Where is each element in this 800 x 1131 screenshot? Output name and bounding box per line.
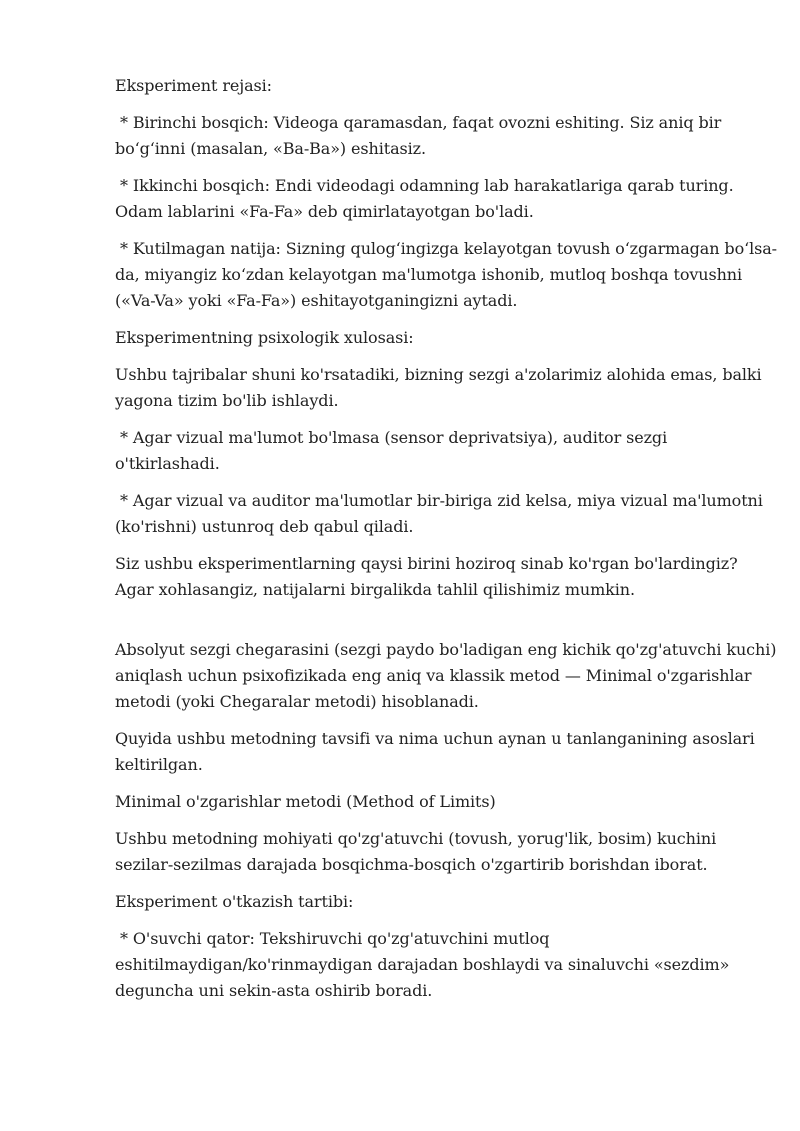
paragraph-heading-line [115, 325, 750, 351]
paragraph-bullet [115, 488, 763, 540]
paragraph-body [115, 726, 755, 778]
paragraph-bullet [115, 110, 750, 162]
text-line: Eksperiment rejasi: [115, 76, 272, 95]
text-line: Ushbu tajribalar shuni ko'rsatadiki, bizning sezgi a'zolarimiz alohida emas, balki [115, 365, 762, 384]
text-line: (ko'rishni) ustunroq deb qabul qiladi. [115, 517, 414, 536]
text-line: yagona tizim bo'lib ishlaydi. [115, 391, 339, 410]
mcgurk-experiment-section [115, 73, 777, 603]
text-line: Odam lablarini «Fa-Fa» deb qimirlatayotgan bo'ladi. [115, 202, 534, 221]
text-line: * O'suvchi qator: Tekshiruvchi qo'zg'atuvchini mutloq [115, 929, 550, 948]
paragraph-heading-line [115, 889, 750, 915]
text-line: Absolyut sezgi chegarasini (sezgi paydo bo'ladigan eng kichik qo'zg'atuvchi kuchi) [115, 640, 777, 659]
text-line: aniqlash uchun psixofizikada eng aniq va klassik metod — Minimal o'zgarishlar [115, 666, 752, 685]
text-line: eshitilmaydigan/ko'rinmaydigan darajadan boshlaydi va sinaluvchi «sezdim» [115, 955, 730, 974]
text-line: o'tkirlashadi. [115, 454, 220, 473]
text-line: * Agar vizual va auditor ma'lumotlar bir-biriga zid kelsa, miya vizual ma'lumotni [115, 491, 763, 510]
text-line: keltirilgan. [115, 755, 203, 774]
paragraph-heading-line [115, 789, 750, 815]
text-line: * Agar vizual ma'lumot bo'lmasa (sensor deprivatsiya), auditor sezgi [115, 428, 668, 447]
paragraph-bullet [115, 926, 750, 1004]
text-line: Eksperimentning psixologik xulosasi: [115, 328, 414, 347]
text-line: * Birinchi bosqich: Videoga qaramasdan, faqat ovozni eshiting. Siz aniq bir [115, 113, 722, 132]
text-line: * Kutilmagan natija: Sizning qulogʻingizga kelayotgan tovush oʻzgarmagan boʻlsa- [115, 239, 777, 258]
paragraph-body [115, 637, 777, 715]
text-line: («Va-Va» yoki «Fa-Fa») eshitayotganingizni aytadi. [115, 291, 518, 310]
text-line: boʻgʻinni (masalan, «Ba-Ba») eshitasiz. [115, 139, 426, 158]
paragraph-bullet [115, 173, 750, 225]
paragraph-heading-line [115, 73, 750, 99]
text-line: Eksperiment o'tkazish tartibi: [115, 892, 354, 911]
text-line: * Ikkinchi bosqich: Endi videodagi odamning lab harakatlariga qarab turing. [115, 176, 734, 195]
paragraph-bullet [115, 425, 750, 477]
text-line: deguncha uni sekin-asta oshirib boradi. [115, 981, 433, 1000]
text-line: Agar xohlasangiz, natijalarni birgalikda tahlil qilishimiz mumkin. [115, 580, 635, 599]
paragraph-body [115, 551, 750, 603]
paragraph-body [115, 362, 762, 414]
paragraph-body [115, 826, 750, 878]
text-line: Minimal o'zgarishlar metodi (Method of Limits) [115, 792, 496, 811]
text-line: metodi (yoki Chegaralar metodi) hisoblanadi. [115, 692, 479, 711]
text-line: Ushbu metodning mohiyati qo'zg'atuvchi (tovush, yorug'lik, bosim) kuchini [115, 829, 717, 848]
paragraph-bullet [115, 236, 777, 314]
text-line: Quyida ushbu metodning tavsifi va nima uchun aynan u tanlanganining asoslari [115, 729, 755, 748]
text-line: Siz ushbu eksperimentlarning qaysi birini hoziroq sinab ko'rgan bo'lardingiz? [115, 554, 738, 573]
text-line: sezilar-sezilmas darajada bosqichma-bosqich o'zgartirib borishdan iborat. [115, 855, 708, 874]
text-line: da, miyangiz koʻzdan kelayotgan ma'lumotga ishonib, mutloq boshqa tovushni [115, 265, 743, 284]
method-of-limits-section [115, 637, 777, 1004]
